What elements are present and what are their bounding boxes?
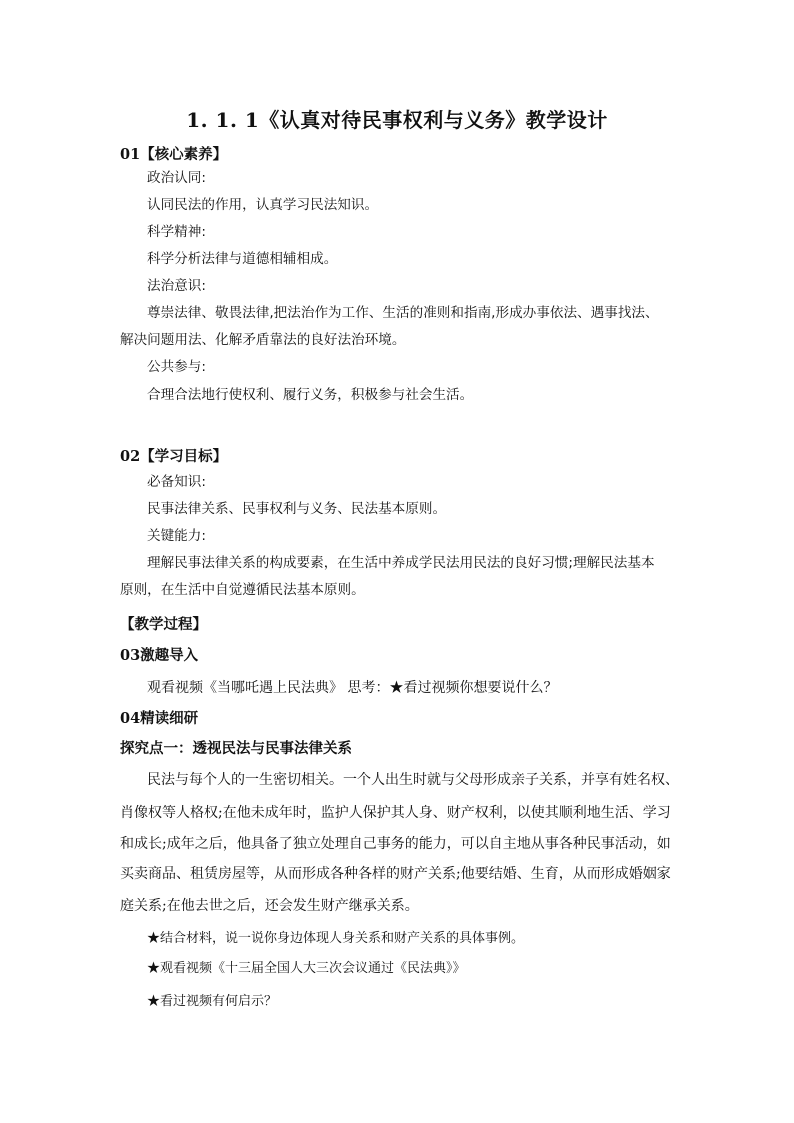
text-essential-knowledge: 民事法律关系、民事权利与义务、民法基本原则。 xyxy=(147,501,447,517)
task-item: ★看过视频有何启示？ xyxy=(147,994,278,1009)
task-item: ★观看视频《十三届全国人大三次会议通过《民法典》》 xyxy=(147,961,466,976)
text-scientific-spirit: 科学分析法律与道德相辅相成。 xyxy=(147,251,338,267)
label-public-participation: 公共参与: xyxy=(147,359,206,375)
teaching-process-heading: 【教学过程】 xyxy=(120,616,207,633)
paragraph-line-4: 买卖商品、租赁房屋等，从而形成各种各样的财产关系;他要结婚、生育，从而形成婚姻家 xyxy=(120,866,671,882)
section-02-heading: 02【学习目标】 xyxy=(120,448,228,465)
label-key-ability: 关键能力: xyxy=(147,528,206,544)
section-04-heading: 04精读细研 xyxy=(120,710,199,727)
section-01-heading: 01【核心素养】 xyxy=(120,146,228,163)
task-item: ★结合材料，说一说你身边体现人身关系和财产关系的具体事例。 xyxy=(147,931,525,946)
document-title: 1. 1. 1《认真对待民事权利与义务》教学设计 xyxy=(186,108,608,132)
text-public-participation: 合理合法地行使权利、履行义务，积极参与社会生活。 xyxy=(147,387,474,403)
inquiry-point-heading: 探究点一：透视民法与民事法律关系 xyxy=(120,740,352,757)
text-key-ability-line-2: 原则，在生活中自觉遵循民法基本原则。 xyxy=(120,582,365,598)
label-essential-knowledge: 必备知识: xyxy=(147,474,206,490)
paragraph-line-2: 肖像权等人格权;在他未成年时，监护人保护其人身、财产权利，以使其顺利地生活、学习 xyxy=(120,805,671,821)
paragraph-line-5: 庭关系;在他去世之后，还会发生财产继承关系。 xyxy=(120,898,419,914)
text-key-ability-line-1: 理解民事法律关系的构成要素，在生活中养成学民法用民法的良好习惯;理解民法基本 xyxy=(147,555,655,571)
text-rule-of-law-line-2: 解决问题用法、化解矛盾靠法的良好法治环境。 xyxy=(120,332,406,348)
intro-activity-text: 观看视频《当哪吒遇上民法典》 思考：★看过视频你想要说什么？ xyxy=(147,680,558,696)
text-rule-of-law-line-1: 尊崇法律、敬畏法律,把法治作为工作、生活的准则和指南,形成办事依法、遇事找法、 xyxy=(147,305,659,321)
paragraph-line-1: 民法与每个人的一生密切相关。一个人出生时就与父母形成亲子关系，并享有姓名权、 xyxy=(147,772,679,788)
paragraph-line-3: 和成长;成年之后，他具备了独立处理自己事务的能力，可以自主地从事各种民事活动，如 xyxy=(120,836,671,852)
label-rule-of-law: 法治意识: xyxy=(147,278,206,294)
label-political-identity: 政治认同: xyxy=(147,170,206,186)
label-scientific-spirit: 科学精神: xyxy=(147,224,206,240)
text-political-identity: 认同民法的作用，认真学习民法知识。 xyxy=(147,197,379,213)
section-03-heading: 03激趣导入 xyxy=(120,647,199,664)
